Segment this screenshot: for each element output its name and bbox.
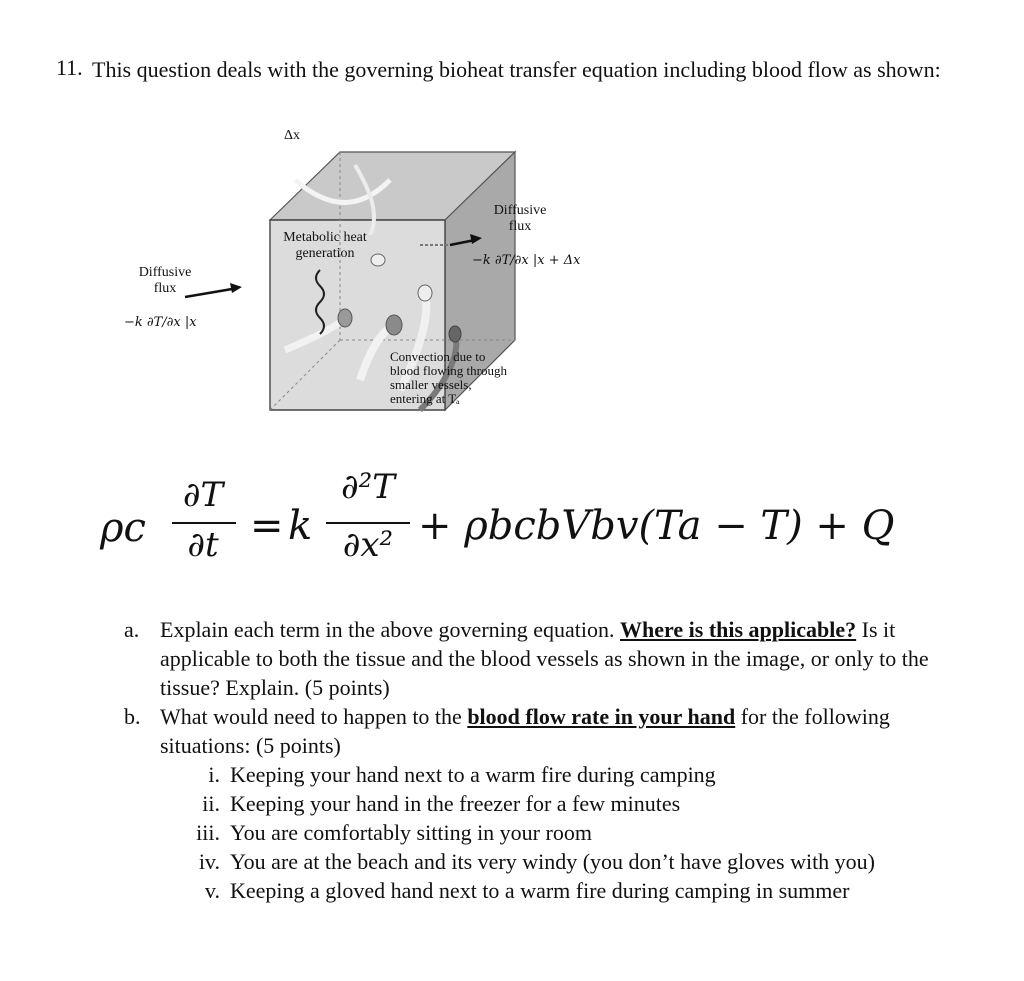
- eq-lhs-fraction-bar: [172, 522, 236, 524]
- part-b-text: [160, 702, 920, 760]
- part-a-text-1: Explain each term in the above governing equation.: [160, 617, 615, 642]
- convection-line3: smaller vessels,: [390, 377, 472, 392]
- metabolic-label-line2: generation: [295, 246, 355, 261]
- question-number: 11.: [56, 55, 83, 80]
- part-b-emphasis: blood flow rate in your hand: [467, 704, 736, 729]
- part-b-label: b.: [124, 704, 141, 729]
- list-item-number: v.: [204, 878, 220, 903]
- part-a-text: [160, 615, 940, 702]
- part-a-label: a.: [124, 617, 140, 642]
- delta-x-label: Δx: [283, 128, 300, 143]
- flux-right-expression: −k ∂T/∂x |x + Δx: [472, 253, 581, 268]
- metabolic-label-line1: Metabolic heat: [283, 230, 367, 245]
- part-a-emphasis: Where is this applicable?: [620, 617, 857, 642]
- convection-line2: blood flowing through: [390, 363, 507, 378]
- diffusive-right-line1: Diffusive: [493, 203, 547, 218]
- part-b-text-2: for the following situations: (5 points): [160, 704, 890, 758]
- list-item: Keeping your hand in the freezer for a few minutes: [230, 791, 681, 816]
- eq-lhs-numerator: ∂T: [182, 475, 224, 515]
- list-item: You are at the beach and its very windy (you don’t have gloves with you): [230, 849, 876, 874]
- eq-lhs-coefficient: ρc: [100, 505, 146, 551]
- diffusive-left-line1: Diffusive: [138, 265, 192, 280]
- eq-rhs-numerator: ∂²T: [341, 467, 395, 507]
- part-a-text-2: Is it applicable to both the tissue and the blood vessels as shown in the image, or only to the tissue? Explain. (5 points): [160, 617, 929, 700]
- metabolic-label: [270, 230, 380, 262]
- eq-rhs-denominator: ∂x²: [342, 525, 394, 565]
- convection-line1: Convection due to: [390, 349, 486, 364]
- list-item: Keeping your hand next to a warm fire during camping: [230, 762, 716, 787]
- convection-label: [390, 350, 570, 406]
- diffusive-right-line2: flux: [508, 219, 532, 234]
- eq-perfusion-and-source-terms: + ρbcbVbv(Ta − T) + Q: [418, 503, 895, 549]
- list-item: You are comfortably sitting in your room: [230, 820, 592, 845]
- eq-conductivity: k: [288, 503, 313, 549]
- list-item-number: iv.: [198, 849, 220, 874]
- convection-line4: entering at Tₐ: [390, 391, 460, 406]
- diffusive-left-line2: flux: [153, 281, 177, 296]
- eq-rhs-fraction-bar: [326, 522, 410, 524]
- flux-left-expression: −k ∂T/∂x |x: [124, 315, 197, 330]
- eq-equals: =: [250, 503, 284, 549]
- tissue-control-volume-diagram: [120, 120, 600, 430]
- bioheat-equation: [100, 467, 960, 595]
- list-item-number: ii.: [202, 791, 220, 816]
- eq-lhs-denominator: ∂t: [187, 525, 219, 565]
- question-text: This question deals with the governing bioheat transfer equation including blood flow as shown:: [92, 57, 941, 82]
- diffusive-flux-left-label: [120, 265, 210, 297]
- list-item: Keeping a gloved hand next to a warm fire during camping in summer: [230, 878, 850, 903]
- list-item-number: i.: [208, 762, 220, 787]
- diffusive-flux-right-label: [475, 203, 565, 235]
- part-b-text-1: What would need to happen to the: [160, 704, 462, 729]
- list-item-number: iii.: [196, 820, 220, 845]
